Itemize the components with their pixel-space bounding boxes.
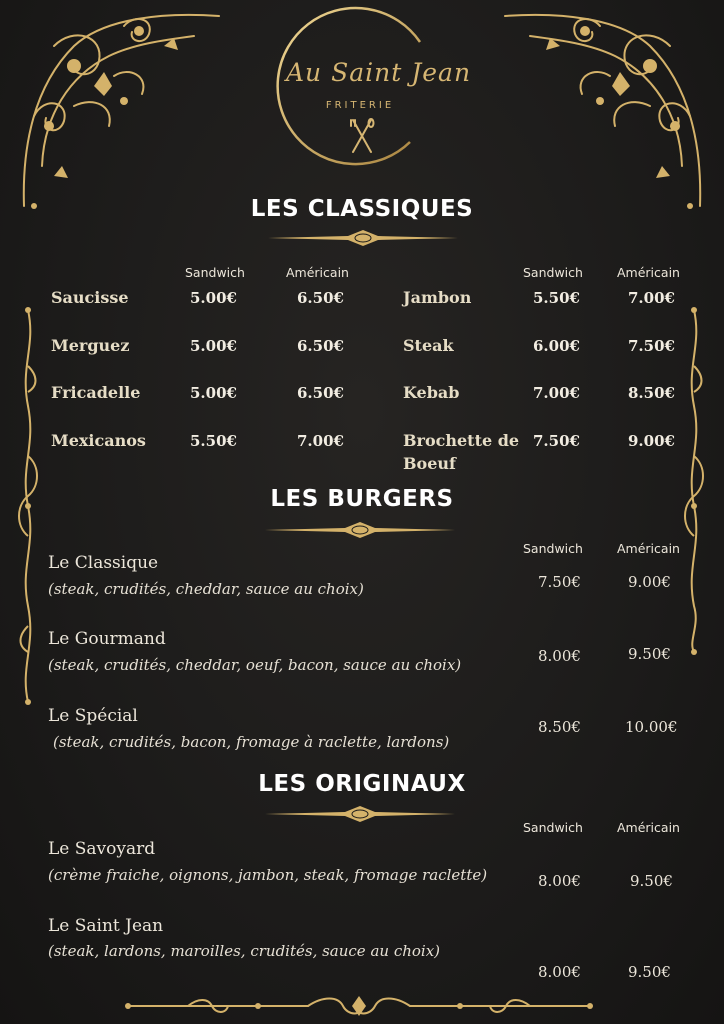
- section-title-classiques: LES CLASSIQUES: [250, 196, 474, 222]
- item-brochette-line1: Brochette de: [403, 431, 520, 450]
- originaux-col-sandwich: Sandwich: [523, 820, 583, 835]
- divider-ornament-burgers: [265, 520, 455, 540]
- item-merguez: Merguez: [51, 336, 130, 355]
- logo-subtitle: FRITERIE: [325, 100, 395, 111]
- item-steak: Steak: [403, 336, 454, 355]
- price-kebab-americain: 8.50€: [628, 384, 675, 402]
- side-flourish-right: [682, 306, 710, 656]
- burger-gourmand-sandwich: 8.00€: [538, 647, 581, 665]
- price-jambon-americain: 7.00€: [628, 289, 675, 307]
- burger-classique-name: Le Classique: [48, 553, 159, 573]
- burger-classique-sandwich: 7.50€: [538, 573, 581, 591]
- original-savoyard-sandwich: 8.00€: [538, 872, 581, 890]
- burger-special-name: Le Spécial: [48, 706, 138, 726]
- price-brochette-sandwich: 7.50€: [533, 432, 580, 450]
- price-steak-americain: 7.50€: [628, 337, 675, 355]
- price-merguez-sandwich: 5.00€: [190, 337, 237, 355]
- item-saucisse: Saucisse: [51, 288, 129, 307]
- classiques-col-sandwich-right: Sandwich: [523, 265, 583, 280]
- burger-gourmand-americain: 9.50€: [628, 645, 671, 663]
- corner-ornament-top-right: [500, 6, 710, 216]
- classiques-col-americain-left: Américain: [286, 265, 349, 280]
- classiques-col-americain-right: Américain: [617, 265, 680, 280]
- burger-gourmand-desc: (steak, crudités, cheddar, oeuf, bacon, sauce au choix): [48, 656, 462, 674]
- burger-classique-americain: 9.00€: [628, 573, 671, 591]
- originaux-col-americain: Américain: [617, 820, 680, 835]
- item-jambon: Jambon: [403, 288, 472, 307]
- burgers-col-americain: Américain: [617, 541, 680, 556]
- original-savoyard-americain: 9.50€: [630, 872, 673, 890]
- price-kebab-sandwich: 7.00€: [533, 384, 580, 402]
- original-saint-jean-desc: (steak, lardons, maroilles, crudités, sauce au choix): [48, 942, 441, 960]
- item-kebab: Kebab: [403, 383, 460, 402]
- item-mexicanos: Mexicanos: [51, 431, 146, 450]
- burger-special-americain: 10.00€: [625, 718, 678, 736]
- burger-special-desc: (steak, crudités, bacon, fromage à raclette, lardons): [53, 733, 450, 751]
- price-mexicanos-sandwich: 5.50€: [190, 432, 237, 450]
- burger-special-sandwich: 8.50€: [538, 718, 581, 736]
- divider-ornament-classiques: [268, 228, 458, 248]
- original-saint-jean-name: Le Saint Jean: [48, 916, 164, 936]
- divider-ornament-originaux: [265, 804, 455, 824]
- price-saucisse-sandwich: 5.00€: [190, 289, 237, 307]
- price-fricadelle-sandwich: 5.00€: [190, 384, 237, 402]
- price-jambon-sandwich: 5.50€: [533, 289, 580, 307]
- burgers-col-sandwich: Sandwich: [523, 541, 583, 556]
- price-steak-sandwich: 6.00€: [533, 337, 580, 355]
- price-saucisse-americain: 6.50€: [297, 289, 344, 307]
- item-fricadelle: Fricadelle: [51, 383, 141, 402]
- price-brochette-americain: 9.00€: [628, 432, 675, 450]
- section-title-originaux: LES ORIGINAUX: [258, 771, 466, 797]
- fork-knife-icon: [349, 118, 375, 154]
- item-brochette-line2: Boeuf: [403, 454, 456, 473]
- bottom-border-ornament: [128, 994, 590, 1022]
- price-mexicanos-americain: 7.00€: [297, 432, 344, 450]
- price-fricadelle-americain: 6.50€: [297, 384, 344, 402]
- original-savoyard-desc: (crème fraiche, oignons, jambon, steak, fromage raclette): [48, 866, 488, 884]
- section-title-burgers: LES BURGERS: [270, 486, 454, 512]
- classiques-col-sandwich-left: Sandwich: [185, 265, 245, 280]
- original-saint-jean-americain: 9.50€: [628, 963, 671, 981]
- price-merguez-americain: 6.50€: [297, 337, 344, 355]
- logo-script-name: Au Saint Jean: [286, 58, 472, 87]
- corner-ornament-top-left: [14, 6, 224, 216]
- original-saint-jean-sandwich: 8.00€: [538, 963, 581, 981]
- original-savoyard-name: Le Savoyard: [48, 839, 156, 859]
- burger-classique-desc: (steak, crudités, cheddar, sauce au choix): [48, 580, 364, 598]
- burger-gourmand-name: Le Gourmand: [48, 629, 166, 649]
